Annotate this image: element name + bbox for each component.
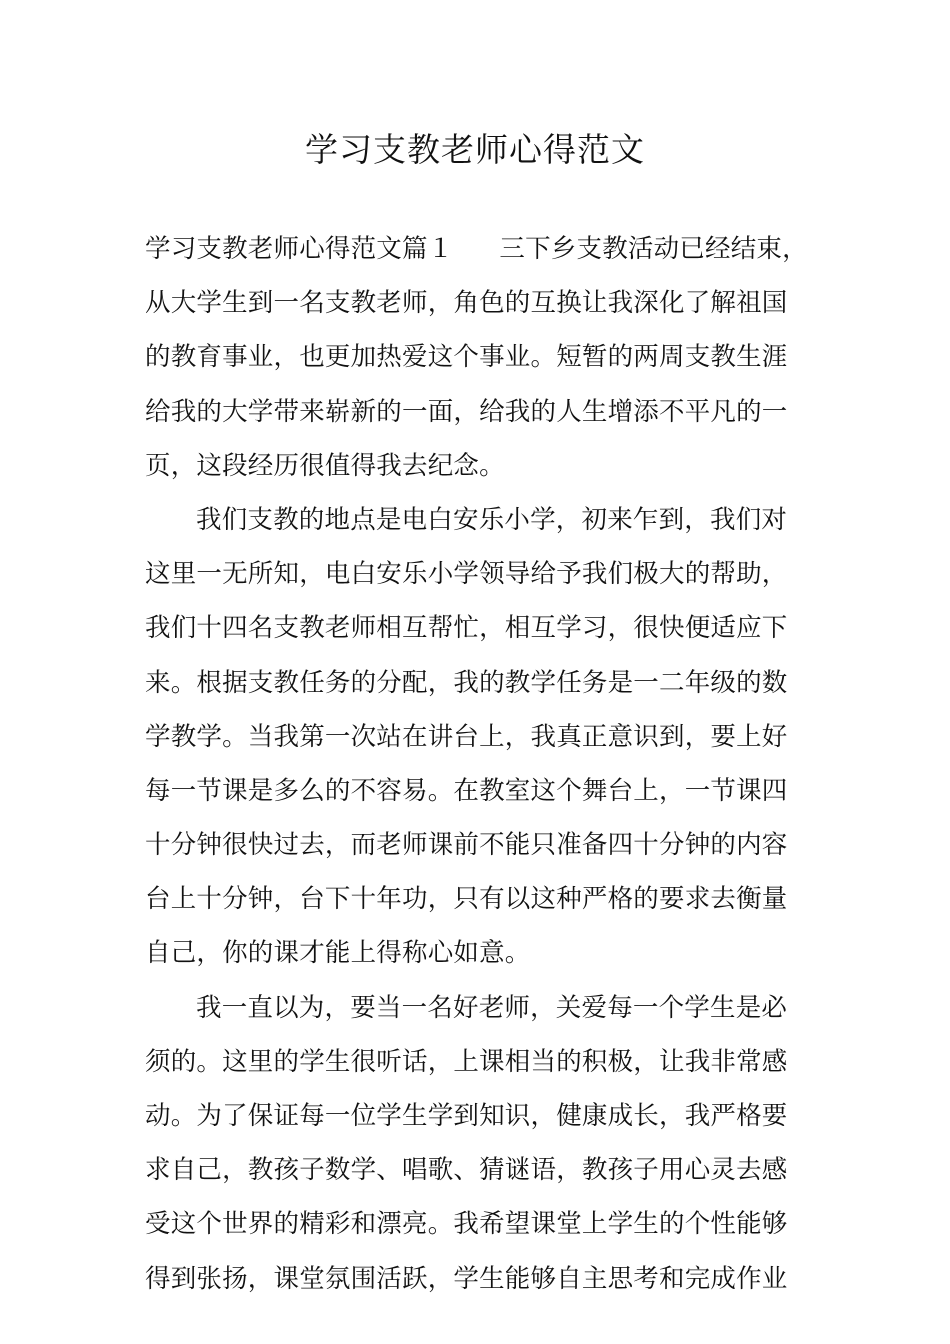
paragraph-line: 求自己，教孩子数学、唱歌、猜谜语，教孩子用心灵去感 bbox=[145, 1155, 788, 1186]
paragraph-line: 受这个世界的精彩和漂亮。我希望课堂上学生的个性能够 bbox=[145, 1209, 788, 1240]
paragraph-line: 的教育事业，也更加热爱这个事业。短暂的两周支教生涯 bbox=[145, 342, 788, 373]
paragraph-line: 给我的大学带来崭新的一面，给我的人生增添不平凡的一 bbox=[145, 396, 788, 427]
paragraph-line: 学教学。当我第一次站在讲台上，我真正意识到，要上好 bbox=[145, 721, 788, 752]
paragraph-line: 我们十四名支教老师相互帮忙，相互学习，很快便适应下 bbox=[145, 613, 788, 644]
paragraph-line: 每一节课是多么的不容易。在教室这个舞台上，一节课四 bbox=[145, 775, 788, 806]
paragraph-line: 来。根据支教任务的分配，我的教学任务是一二年级的数 bbox=[145, 667, 788, 698]
paragraph-line: 得到张扬，课堂氛围活跃，学生能够自主思考和完成作业 bbox=[145, 1263, 788, 1294]
paragraph-line: 页，这段经历很值得我去纪念。 bbox=[145, 450, 505, 481]
document-title: 学习支教老师心得范文 bbox=[305, 130, 645, 169]
paragraph-line: 我们支教的地点是电白安乐小学，初来乍到，我们对 bbox=[196, 504, 788, 535]
paragraph-line: 台上十分钟，台下十年功，只有以这种严格的要求去衡量 bbox=[145, 884, 788, 915]
line-text: 三下乡支教活动已经结束， bbox=[499, 234, 808, 264]
paragraph-line: 十分钟很快过去，而老师课前不能只准备四十分钟的内容 bbox=[145, 830, 788, 861]
paragraph-line: 从大学生到一名支教老师，角色的互换让我深化了解祖国 bbox=[145, 288, 788, 319]
paragraph-line: 这里一无所知，电白安乐小学领导给予我们极大的帮助， bbox=[145, 559, 788, 590]
paragraph-line: 我一直以为，要当一名好老师，关爱每一个学生是必 bbox=[196, 992, 788, 1023]
paragraph-line: 动。为了保证每一位学生学到知识，健康成长，我严格要 bbox=[145, 1101, 788, 1131]
section-heading: 学习支教老师心得范文篇１ bbox=[145, 234, 454, 264]
paragraph-line: 须的。这里的学生很听话，上课相当的积极，让我非常感 bbox=[145, 1046, 788, 1077]
paragraph-line bbox=[145, 222, 810, 276]
paragraph-line: 自己，你的课才能上得称心如意。 bbox=[145, 938, 531, 969]
document-body bbox=[145, 222, 810, 1306]
